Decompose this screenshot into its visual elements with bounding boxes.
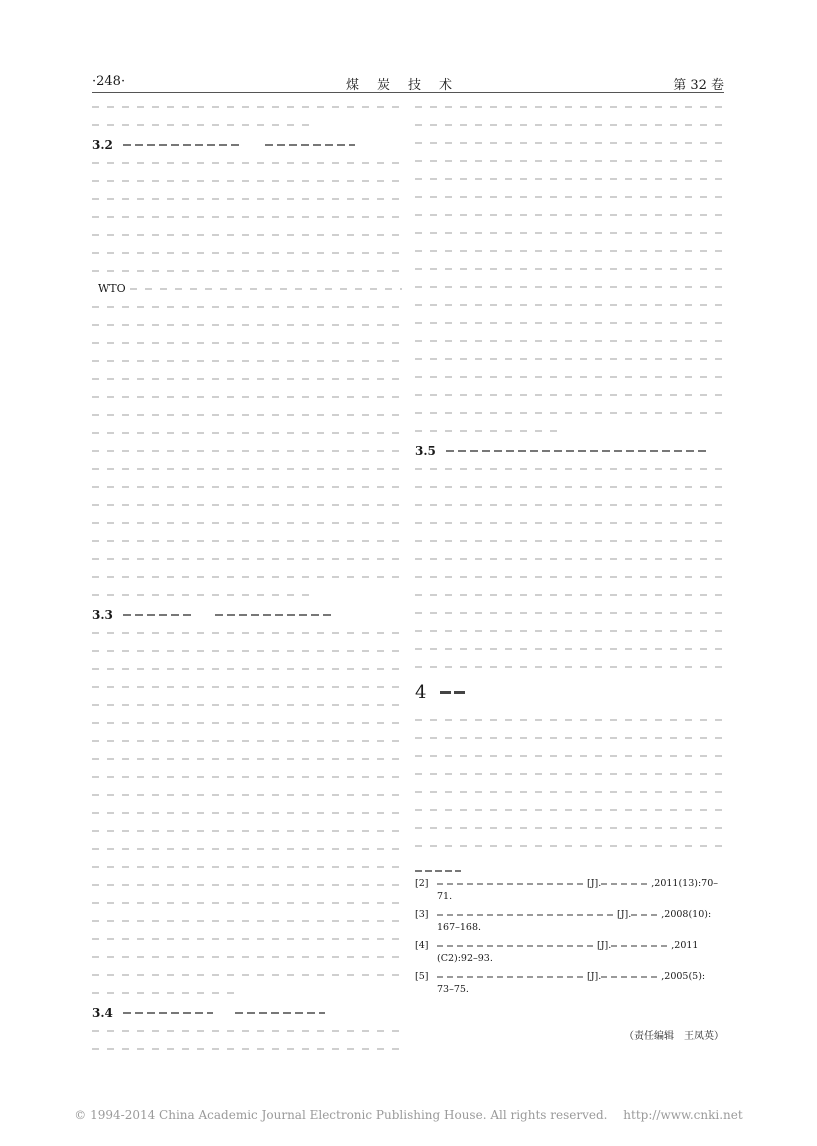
reference-item: [4] [J]. ,2011 (C2):92–93.	[415, 940, 699, 964]
page-header	[92, 72, 724, 93]
reference-item: [2] [J]. ,2011(13):70– 71.	[415, 878, 718, 902]
wto-text: WTO	[98, 282, 130, 295]
section-number: 3.3	[92, 608, 113, 622]
paragraph	[92, 1024, 402, 1055]
references-heading	[415, 857, 725, 871]
reference-item: [5] [J]. ,2005(5): 73–75.	[415, 971, 706, 995]
left-column	[92, 100, 402, 1060]
section-number: 3.4	[92, 1006, 113, 1020]
journal-title: 煤炭技术	[345, 78, 470, 93]
reference-item: [3] [J]. ,2008(10): 167–168.	[415, 909, 712, 933]
page-number: ·248·	[92, 74, 126, 89]
section-heading-3-3	[92, 606, 402, 624]
section-heading-4	[415, 681, 725, 703]
copyright-footer: © 1994-2014 China Academic Journal Electronic Publishing House. All rights reserved. http://www.cnki.net	[74, 1108, 743, 1122]
right-column	[415, 100, 725, 1001]
editor-credit: （责任编辑 王凤英）	[624, 1031, 724, 1042]
paragraph	[92, 626, 402, 999]
section-heading-3-2	[92, 136, 402, 154]
paragraph	[92, 156, 402, 601]
section-heading-3-5	[415, 442, 725, 460]
section-number: 3.5	[415, 444, 436, 458]
section-number: 3.2	[92, 138, 113, 152]
paragraph	[415, 713, 725, 852]
paragraph	[92, 100, 402, 131]
section-heading-3-4	[92, 1004, 402, 1022]
section-number: 4	[415, 681, 427, 703]
paragraph	[415, 462, 725, 673]
paragraph	[415, 100, 725, 437]
volume-label: 第 32 卷	[673, 78, 724, 93]
